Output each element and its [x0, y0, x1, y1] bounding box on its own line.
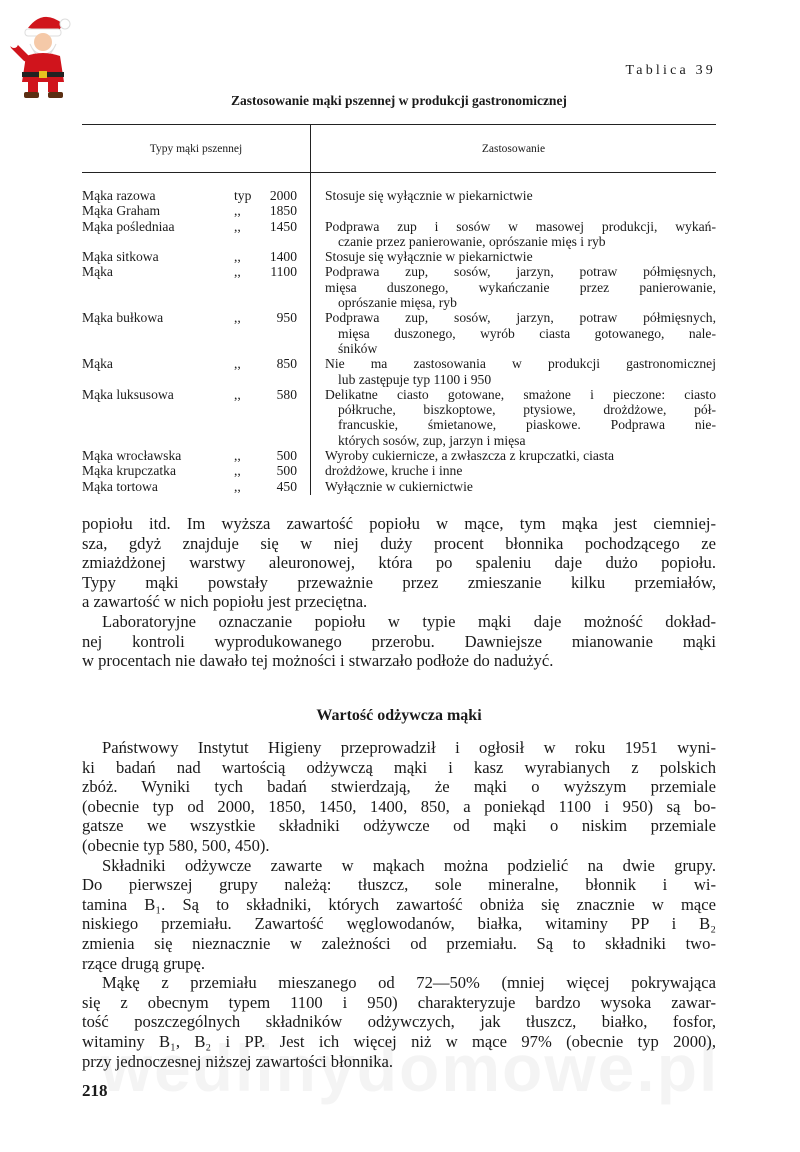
- paragraph-line: a zawartość w nich popiołu jest przeciętna.: [82, 592, 368, 612]
- paragraph-line: tość poszczególnych składników odżywczych, jak tłuszcz, białko, fosfor,: [82, 1012, 716, 1032]
- flour-name: Mąka: [82, 264, 113, 280]
- paragraph-line: zmiażdżonej warstwy aleuronowej, która po spaleniu daje dużo popiołu.: [82, 553, 716, 573]
- flour-name: Mąka krupczatka: [82, 463, 176, 479]
- paragraph-line: Laboratoryjne oznaczanie popiołu w typie mąki daje możność dokład-: [102, 611, 716, 631]
- usage-description: [325, 249, 716, 264]
- usage-description: [325, 219, 716, 250]
- paragraph-line: ki badań nad wartością odżywczą mąki i kasz wyrabianych z polskich: [82, 757, 716, 777]
- page-number: 218: [82, 1081, 108, 1100]
- type-prefix: ,,: [234, 264, 241, 280]
- flour-type-number: 500: [276, 463, 297, 479]
- flour-name: Mąka wrocławska: [82, 448, 182, 464]
- usage-description: [325, 356, 716, 387]
- table-row: [82, 479, 716, 494]
- watermark: [90, 1030, 730, 1106]
- paragraph-line: przy jednoczesnej niższej zawartości błonnika.: [82, 1051, 394, 1071]
- paragraph-line: zmienia się nieznacznie w zależności od przemiału. Są to składniki two-: [82, 933, 716, 953]
- flour-type-number: 1450: [269, 218, 297, 234]
- paragraph-line: (obecnie typ od 2000, 1850, 1450, 1400, 850, a poniekąd 1100 i 950) są bo-: [82, 796, 716, 816]
- flour-type-number: 1100: [270, 264, 297, 280]
- flour-type-number: 2000: [269, 188, 297, 203]
- flour-type-number: 580: [276, 386, 297, 402]
- usage-description: [325, 264, 716, 310]
- usage-line: mięsa duszonego, wyrób ciasta gotowanego, nale-: [338, 325, 716, 341]
- usage-line: lub zastępuje typ 1100 i 950: [338, 371, 492, 387]
- table-row: [82, 463, 716, 478]
- usage-line: drożdżowe, kruche i inne: [325, 463, 463, 479]
- flour-type-number: 850: [276, 356, 297, 372]
- paragraph-line: sza, gdyż znajduje się w niej duży procent błonnika pochodzącego ze: [82, 533, 716, 553]
- usage-line: mięsa duszonego, wykańczanie przez panierowanie,: [325, 279, 716, 295]
- paragraph-line: Do pierwszej grupy należą: tłuszcz, sole mineralne, błonnik i wi-: [82, 875, 716, 895]
- usage-line: Nie ma zastosowania w produkcji gastronomicznej: [325, 356, 716, 372]
- flour-type-number: 1850: [269, 203, 297, 219]
- paragraph-line: Mąkę z przemiału mieszanego od 72—50% (mniej więcej pokrywająca: [102, 973, 716, 993]
- type-prefix: ,,: [234, 356, 241, 372]
- table-row: [82, 264, 716, 310]
- usage-description: [325, 448, 716, 463]
- body-text-section-1: [82, 514, 716, 671]
- table-row: [82, 448, 716, 463]
- usage-line: Stosuje się wyłącznie w piekarnictwie: [325, 249, 533, 265]
- usage-line: Wyłącznie w cukiernictwie: [325, 478, 473, 494]
- flour-type-number: 500: [276, 448, 297, 464]
- flour-types-table: [82, 188, 716, 494]
- paragraph-line: Państwowy Instytut Higieny przeprowadził i ogłosił w roku 1951 wyni-: [102, 738, 716, 757]
- paragraph-line: (obecnie typ 580, 500, 450).: [82, 835, 270, 855]
- usage-line: Delikatne ciasto gotowane, smażone i pieczone: ciasto: [325, 386, 716, 402]
- section-heading: Wartość odżywcza mąki: [316, 707, 482, 724]
- type-prefix: ,,: [234, 448, 241, 464]
- usage-line: Podprawa zup, sosów, jarzyn, potraw półmięsnych,: [325, 310, 716, 326]
- paragraph-line: Typy mąki powstały przeważnie przez zmieszanie kilku przemiałów,: [82, 572, 716, 592]
- table-row: [82, 387, 716, 448]
- flour-type-number: 950: [276, 310, 297, 326]
- usage-line: półkruche, biszkoptowe, ptysiowe, drożdżowe, pół-: [338, 402, 716, 418]
- paragraph-line: w procentach nie dawało tej możności i stwarzało podłoże do nadużyć.: [82, 651, 554, 671]
- table-row: [82, 188, 716, 203]
- paragraph-line: gatsze we wszystkie składniki odżywcze od mąki o niskim przemiale: [82, 816, 716, 836]
- table-row: [82, 356, 716, 387]
- paragraph-line: Składniki odżywcze zawarte w mąkach można podzielić na dwie grupy.: [102, 855, 716, 875]
- paragraph-line: rzące drugą grupę.: [82, 953, 205, 973]
- usage-line: których sosów, zup, jarzyn i mięsa: [338, 432, 526, 448]
- usage-line: Wyroby cukiernicze, a zwłaszcza z krupczatki, ciasta: [325, 448, 615, 464]
- table-row: [82, 219, 716, 250]
- flour-name: Mąka Graham: [82, 203, 161, 219]
- flour-name: Mąka bułkowa: [82, 310, 164, 326]
- flour-name: Mąka tortowa: [82, 478, 158, 494]
- column-header-usage: Zastosowanie: [481, 143, 546, 155]
- table-header-rule: [82, 172, 716, 173]
- usage-description: [325, 188, 716, 203]
- table-title: Zastosowanie mąki pszennej w produkcji gastronomicznej: [231, 93, 567, 108]
- usage-line: Stosuje się wyłącznie w piekarnictwie: [325, 188, 533, 203]
- flour-name: Mąka pośledniaa: [82, 218, 175, 234]
- usage-description: [325, 479, 716, 494]
- type-prefix: ,,: [234, 249, 241, 265]
- usage-line: czanie przez panierowanie, oprószanie mięs i ryb: [338, 233, 606, 249]
- usage-description: [325, 203, 716, 218]
- paragraph-line: się z obecnym typem 1100 i 950) charakteryzuje bardzo wysoka zawar-: [82, 992, 716, 1012]
- flour-name: Mąka sitkowa: [82, 249, 159, 265]
- usage-line: Podprawa zup, sosów, jarzyn, potraw półmięsnych,: [325, 264, 716, 280]
- column-header-types: Typy mąki pszennej: [149, 143, 243, 155]
- usage-description: [325, 387, 716, 448]
- table-top-rule: [82, 124, 716, 125]
- usage-line: śników: [338, 340, 378, 356]
- santa-logo: [8, 10, 78, 100]
- usage-description: [325, 310, 716, 356]
- type-prefix: ,,: [234, 203, 241, 219]
- paragraph-line: popiołu itd. Im wyższa zawartość popiołu w mące, tym mąka jest ciemniej-: [82, 514, 716, 533]
- usage-line: Podprawa zup i sosów w masowej produkcji, wykań-: [325, 218, 716, 234]
- usage-line: oprószanie mięsa, ryb: [338, 295, 457, 311]
- flour-name: Mąka luksusowa: [82, 386, 174, 402]
- usage-description: [325, 463, 716, 478]
- table-number: Tablica 39: [625, 63, 716, 78]
- paragraph-line: nej kontroli wyprodukowanego przerobu. Dawniejsze mianowanie mąki: [82, 631, 716, 651]
- paragraph-line: tamina B₁. Są to składniki, których zawartość obniża się znacznie w mące: [82, 894, 716, 914]
- type-prefix: ,,: [234, 478, 241, 494]
- type-prefix: ,,: [234, 218, 241, 234]
- flour-name: Mąka razowa: [82, 188, 156, 203]
- type-prefix: typ: [234, 188, 252, 203]
- body-text-section-2: [82, 738, 716, 1071]
- type-prefix: ,,: [234, 310, 241, 326]
- paragraph-line: zbóż. Wyniki tych badań stwierdzają, że mąki o wyższym przemiale: [82, 777, 716, 797]
- type-prefix: ,,: [234, 463, 241, 479]
- paragraph-line: niskiego przemiału. Zawartość węglowodanów, białka, witaminy PP i B₂: [82, 914, 716, 934]
- flour-type-number: 450: [276, 478, 297, 494]
- flour-type-number: 1400: [269, 249, 297, 265]
- flour-name: Mąka: [82, 356, 113, 372]
- type-prefix: ,,: [234, 386, 241, 402]
- paragraph-line: witaminy B₁, B₂ i PP. Jest ich więcej niż w mące 97% (obecnie typ 2000),: [82, 1031, 716, 1051]
- table-row: [82, 310, 716, 356]
- usage-line: francuskie, śmietanowe, piaskowe. Podprawa nie-: [338, 417, 716, 433]
- table-row: [82, 249, 716, 264]
- table-row: [82, 203, 716, 218]
